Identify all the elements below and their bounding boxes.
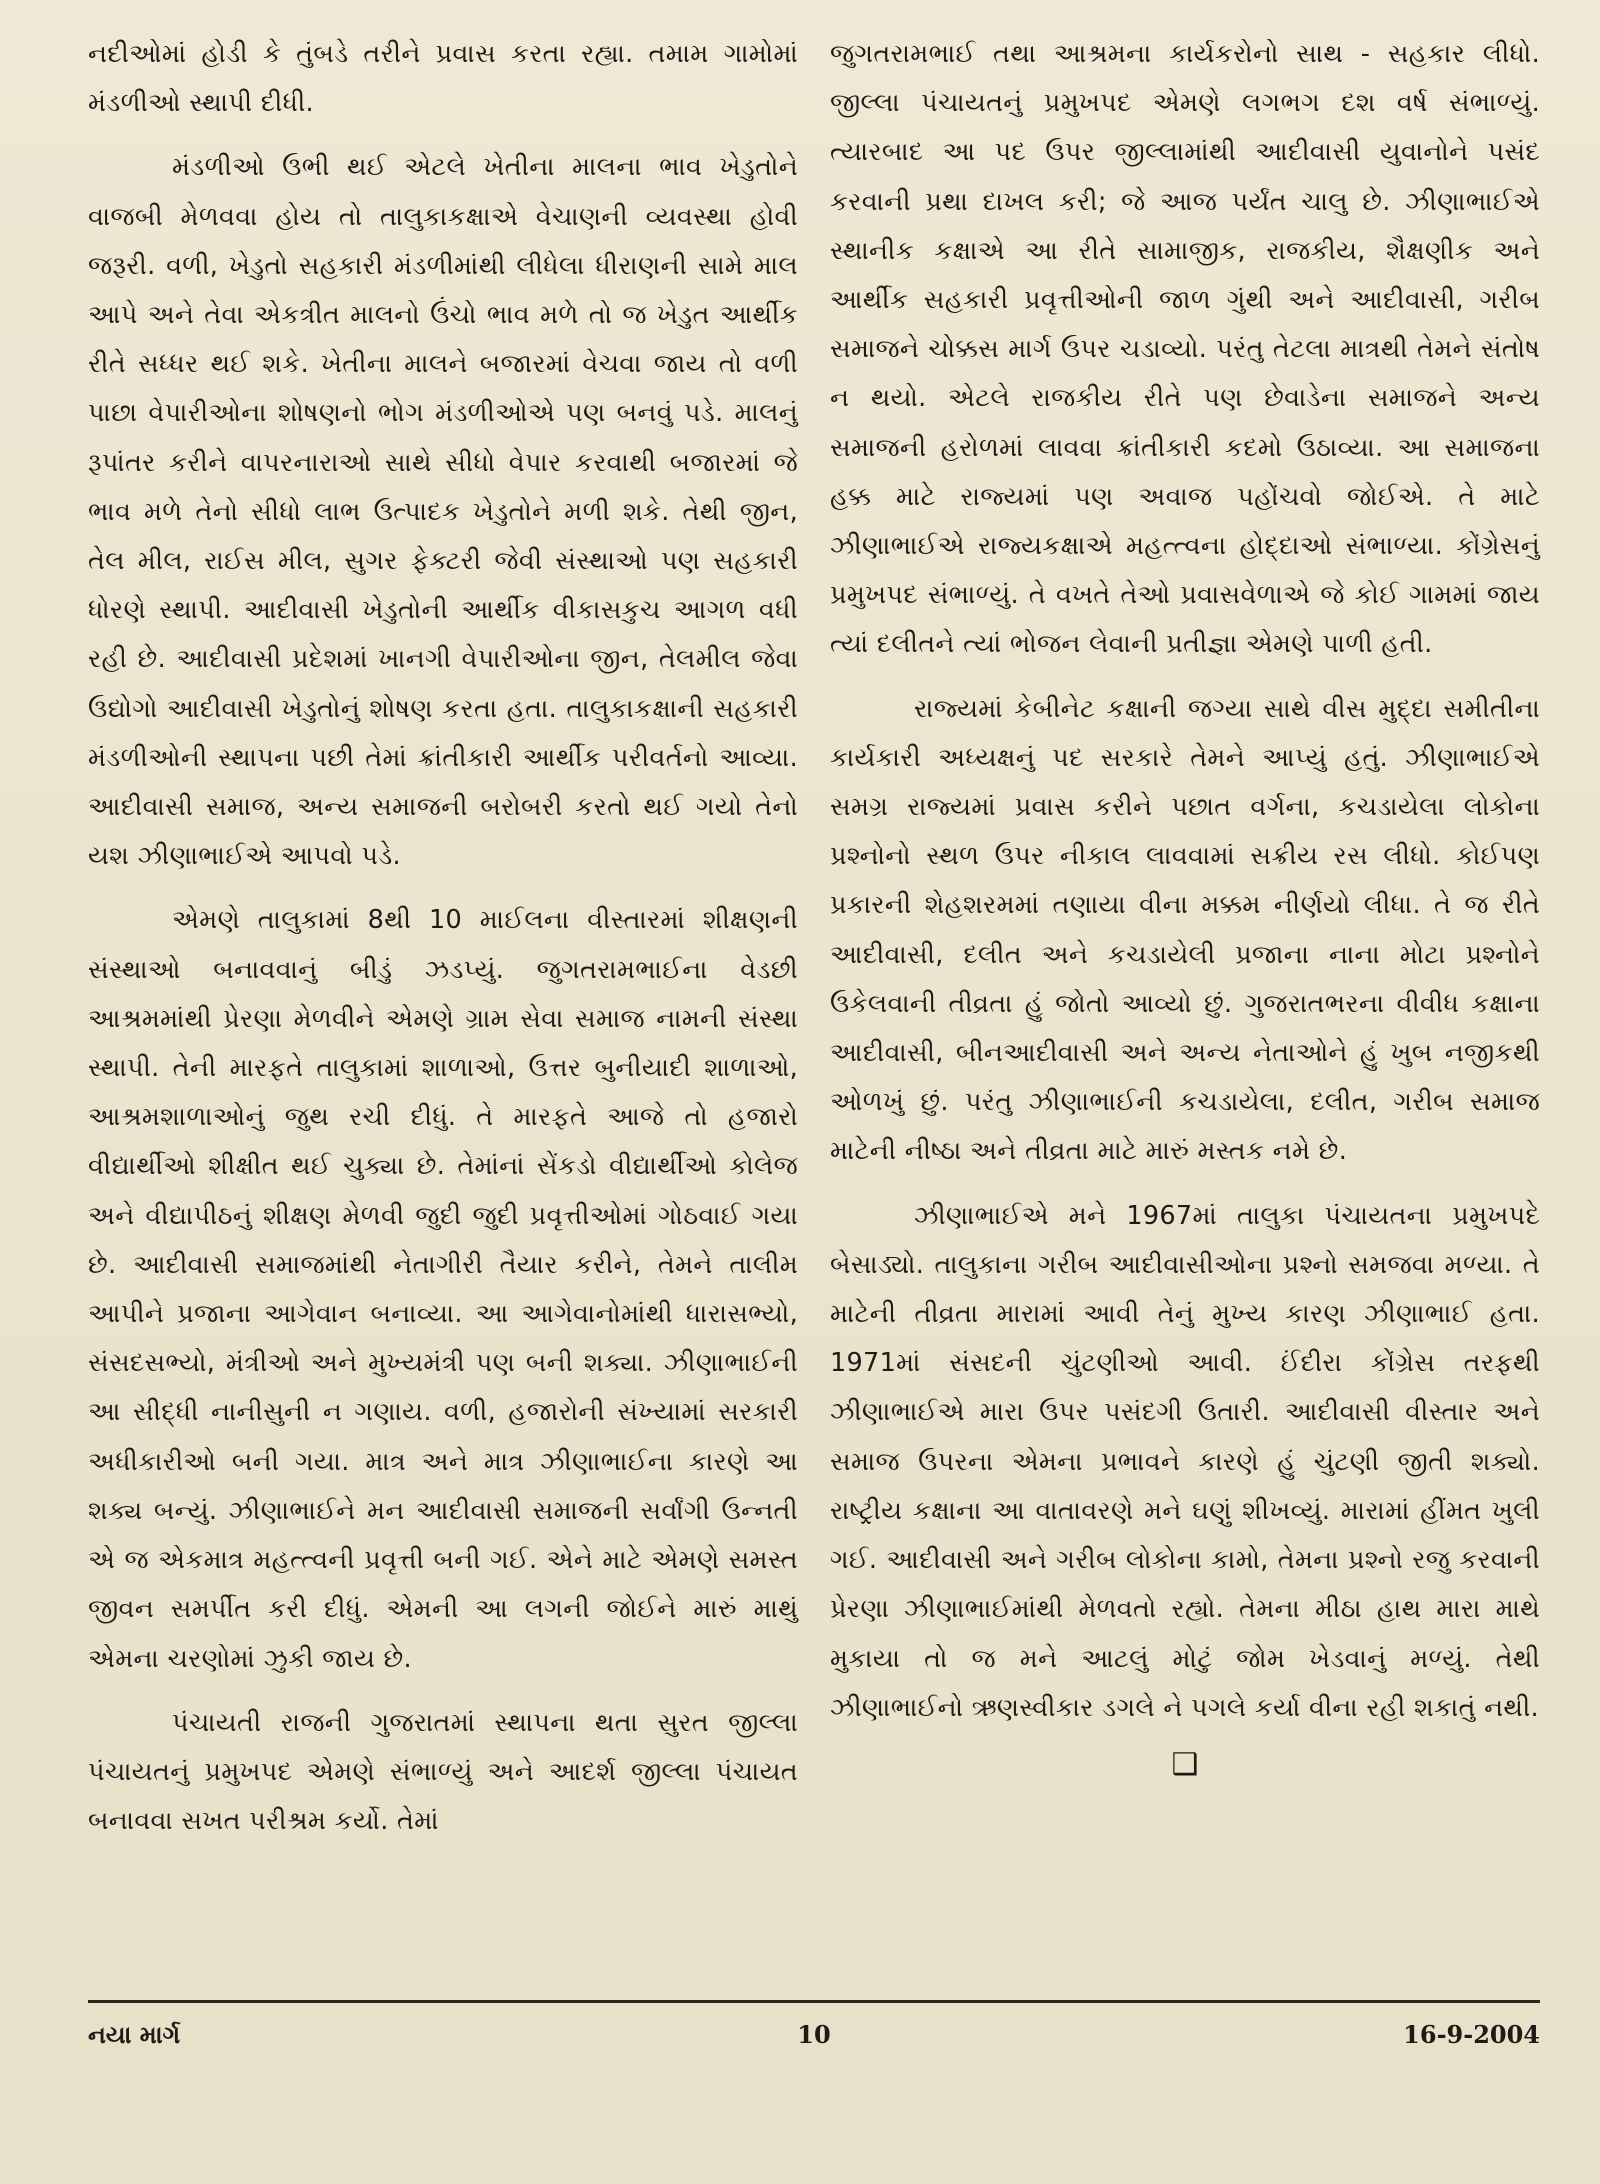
footer-divider xyxy=(88,2000,1540,2003)
article-columns xyxy=(88,30,1540,1998)
paragraph: નદીઓમાં હોડી કે તુંબડે તરીને પ્રવાસ કરતા રહ્યા. તમામ ગામોમાં મંડળીઓ સ્થાપી દીધી. xyxy=(88,39,798,119)
page-number: 10 xyxy=(797,2019,831,2049)
page-footer xyxy=(88,2012,1540,2056)
publication-name: નયા માર્ગ xyxy=(88,2019,181,2049)
paragraph: મંડળીઓ ઉભી થઈ એટલે ખેતીના માલના ભાવ ખેડુતોને વાજબી મેળવવા હોય તો તાલુકાકક્ષાએ વેચાણની વ્યવસ્થા હોવી જરૂરી. વળી, ખેડુતો સહકારી મંડળીમાંથી લીધેલા ધીરાણની સામે માલ આપે અને તેવા એકત્રીત માલનો ઉંચો ભાવ મળે તો જ ખેડુત આર્થીક રીતે સધ્ધર થઈ શકે. ખેતીના માલને બજારમાં વેચવા જાય તો વળી પાછા વેપારીઓના શોષણનો ભોગ મંડળીઓએ પણ બનવું પડે. માલનું રૂપાંતર કરીને વાપરનારાઓ સાથે સીધો વેપાર કરવાથી બજારમાં જે ભાવ મળે તેનો સીધો લાભ ઉત્પાદક ખેડુતોને મળી શકે. તેથી જીન, તેલ મીલ, રાઈસ મીલ, સુગર ફેક્ટરી જેવી સંસ્થાઓ પણ સહકારી ધોરણે સ્થાપી. આદીવાસી ખેડુતોની આર્થીક વીકાસકુચ આગળ વધી રહી છે. આદીવાસી પ્રદેશમાં ખાનગી વેપારીઓના જીન, તેલમીલ જેવા ઉદ્યોગો આદીવાસી ખેડુતોનું શોષણ કરતા હતા. તાલુકાકક્ષાની સહકારી મંડળીઓની સ્થાપના પછી તેમાં ક્રાંતીકારી આર્થીક પરીવર્તનો આવ્યા. આદીવાસી સમાજ, અન્ય સમાજની બરોબરી કરતો થઈ ગયો તેનો યશ ઝીણાભાઈએ આપવો પડે. xyxy=(88,152,798,872)
paragraph: પંચાયતી રાજની ગુજરાતમાં સ્થાપના થતા સુરત જીલ્લા પંચાયતનું પ્રમુખપદ એમણે સંભાળ્યું અને આદર્શ જીલ્લા પંચાયત બનાવવા સખત પરીશ્રમ કર્યો. તેમાં xyxy=(88,1707,798,1837)
paragraph: રાજ્યમાં કેબીનેટ કક્ષાની જગ્યા સાથે વીસ મુદ્દા સમીતીના કાર્યકારી અધ્યક્ષનું પદ સરકારે તેમને આપ્યું હતું. ઝીણાભાઈએ સમગ્ર રાજ્યમાં પ્રવાસ કરીને પછાત વર્ગના, કચડાયેલા લોકોના પ્રશ્નોનો સ્થળ ઉપર નીકાલ લાવવામાં સક્રીય રસ લીધો. કોઈપણ પ્રકારની શેહશરમમાં તણાયા વીના મક્કમ નીર્ણયો લીધા. તે જ રીતે આદીવાસી, દલીત અને કચડાયેલી પ્રજાના નાના મોટા પ્રશ્નોને ઉકેલવાની તીવ્રતા હું જોતો આવ્યો છું. ગુજરાતભરના વીવીધ કક્ષાના આદીવાસી, બીનઆદીવાસી અને અન્ય નેતાઓને હું ખુબ નજીકથી ઓળખું છું. પરંતુ ઝીણાભાઈની કચડાયેલા, દલીત, ગરીબ સમાજ માટેની નીષ્ઠા અને તીવ્રતા માટે મારું મસ્તક નમે છે. xyxy=(830,693,1540,1167)
paragraph: ઝીણાભાઈએ મને 1967માં તાલુકા પંચાયતના પ્રમુખપદે બેસાડ્યો. તાલુકાના ગરીબ આદીવાસીઓના પ્રશ્નો સમજવા મળ્યા. તે માટેની તીવ્રતા મારામાં આવી તેનું મુખ્ય કારણ ઝીણાભાઈ હતા. 1971માં સંસદની ચુંટણીઓ આવી. ઈંદીરા કોંગ્રેસ તરફથી ઝીણાભાઈએ મારા ઉપર પસંદગી ઉતારી. આદીવાસી વીસ્તાર અને સમાજ ઉપરના એમના પ્રભાવને કારણે હું ચુંટણી જીતી શક્યો. રાષ્ટ્રીય કક્ષાના આ વાતાવરણે મને ઘણું શીખવ્યું. મારામાં હીંમત ખુલી ગઈ. આદીવાસી અને ગરીબ લોકોના કામો, તેમના પ્રશ્નો રજુ કરવાની પ્રેરણા ઝીણાભાઈમાંથી મેળવતો રહ્યો. તેમના મીઠા હાથ મારા માથે મુકાયા તો જ મને આટલું મોટું જોમ ખેડવાનું મળ્યું. તેથી ઝીણાભાઈનો ઋણસ્વીકાર ડગલે ને પગલે કર્યા વીના રહી શકાતું નથી. xyxy=(830,1200,1540,1723)
paragraph: એમણે તાલુકામાં 8થી 10 માઈલના વીસ્તારમાં શીક્ષણની સંસ્થાઓ બનાવવાનું બીડું ઝડપ્યું. જુગતરામભાઈના વેડછી આશ્રમમાંથી પ્રેરણા મેળવીને એમણે ગ્રામ સેવા સમાજ નામની સંસ્થા સ્થાપી. તેની મારફતે તાલુકામાં શાળાઓ, ઉત્તર બુનીયાદી શાળાઓ, આશ્રમશાળાઓનું જુથ રચી દીધું. તે મારફતે આજે તો હજારો વીદ્યાર્થીઓ શીક્ષીત થઈ ચુક્યા છે. તેમાંનાં સેંકડો વીદ્યાર્થીઓ કોલેજ અને વીદ્યાપીઠનું શીક્ષણ મેળવી જુદી જુદી પ્રવૃત્તીઓમાં ગોઠવાઈ ગયા છે. આદીવાસી સમાજમાંથી નેતાગીરી તૈયાર કરીને, તેમને તાલીમ આપીને પ્રજાના આગેવાન બનાવ્યા. આ આગેવાનોમાંથી ધારાસભ્યો, સંસદસભ્યો, મંત્રીઓ અને મુખ્યમંત્રી પણ બની શક્યા. ઝીણાભાઈની આ સીદ્ધી નાનીસુની ન ગણાય. વળી, હજારોની સંખ્યામાં સરકારી અધીકારીઓ બની ગયા. માત્ર અને માત્ર ઝીણાભાઈના કારણે આ શક્ય બન્યું. ઝીણાભાઈને મન આદીવાસી સમાજની સર્વાંગી ઉન્નતી એ જ એકમાત્ર મહત્ત્વની પ્રવૃત્તી બની ગઈ. એને માટે એમણે સમસ્ત જીવન સમર્પીત કરી દીધું. એમની આ લગની જોઈને મારું માથું એમના ચરણોમાં ઝુકી જાય છે. xyxy=(88,905,798,1674)
issue-date: 16-9-2004 xyxy=(1403,2019,1540,2049)
left-column xyxy=(88,30,798,1998)
paragraph: જુગતરામભાઈ તથા આશ્રમના કાર્યકરોનો સાથ - સહકાર લીધો. જીલ્લા પંચાયતનું પ્રમુખપદ એમણે લગભગ દશ વર્ષ સંભાળ્યું. ત્યારબાદ આ પદ ઉપર જીલ્લામાંથી આદીવાસી યુવાનોને પસંદ કરવાની પ્રથા દાખલ કરી; જે આજ પર્યંત ચાલુ છે. ઝીણાભાઈએ સ્થાનીક કક્ષાએ આ રીતે સામાજીક, રાજકીય, શૈક્ષણીક અને આર્થીક સહકારી પ્રવૃત્તીઓની જાળ ગુંથી અને આદીવાસી, ગરીબ સમાજને ચોક્કસ માર્ગ ઉપર ચડાવ્યો. પરંતુ તેટલા માત્રથી તેમને સંતોષ ન થયો. એટલે રાજકીય રીતે પણ છેવાડેના સમાજને અન્ય સમાજની હરોળમાં લાવવા ક્રાંતીકારી કદમો ઉઠાવ્યા. આ સમાજના હક્ક માટે રાજ્યમાં પણ અવાજ પહોંચવો જોઈએ. તે માટે ઝીણાભાઈએ રાજ્યકક્ષાએ મહત્ત્વના હોદ્દાઓ સંભાળ્યા. કોંગ્રેસનું પ્રમુખપદ સંભાળ્યું. તે વખતે તેઓ પ્રવાસવેળાએ જે કોઈ ગામમાં જાય ત્યાં દલીતને ત્યાં ભોજન લેવાની પ્રતીજ્ઞા એમણે પાળી હતી. xyxy=(830,39,1540,660)
end-of-article-icon: ❑ xyxy=(1171,1746,1199,1782)
right-column xyxy=(830,30,1540,1998)
